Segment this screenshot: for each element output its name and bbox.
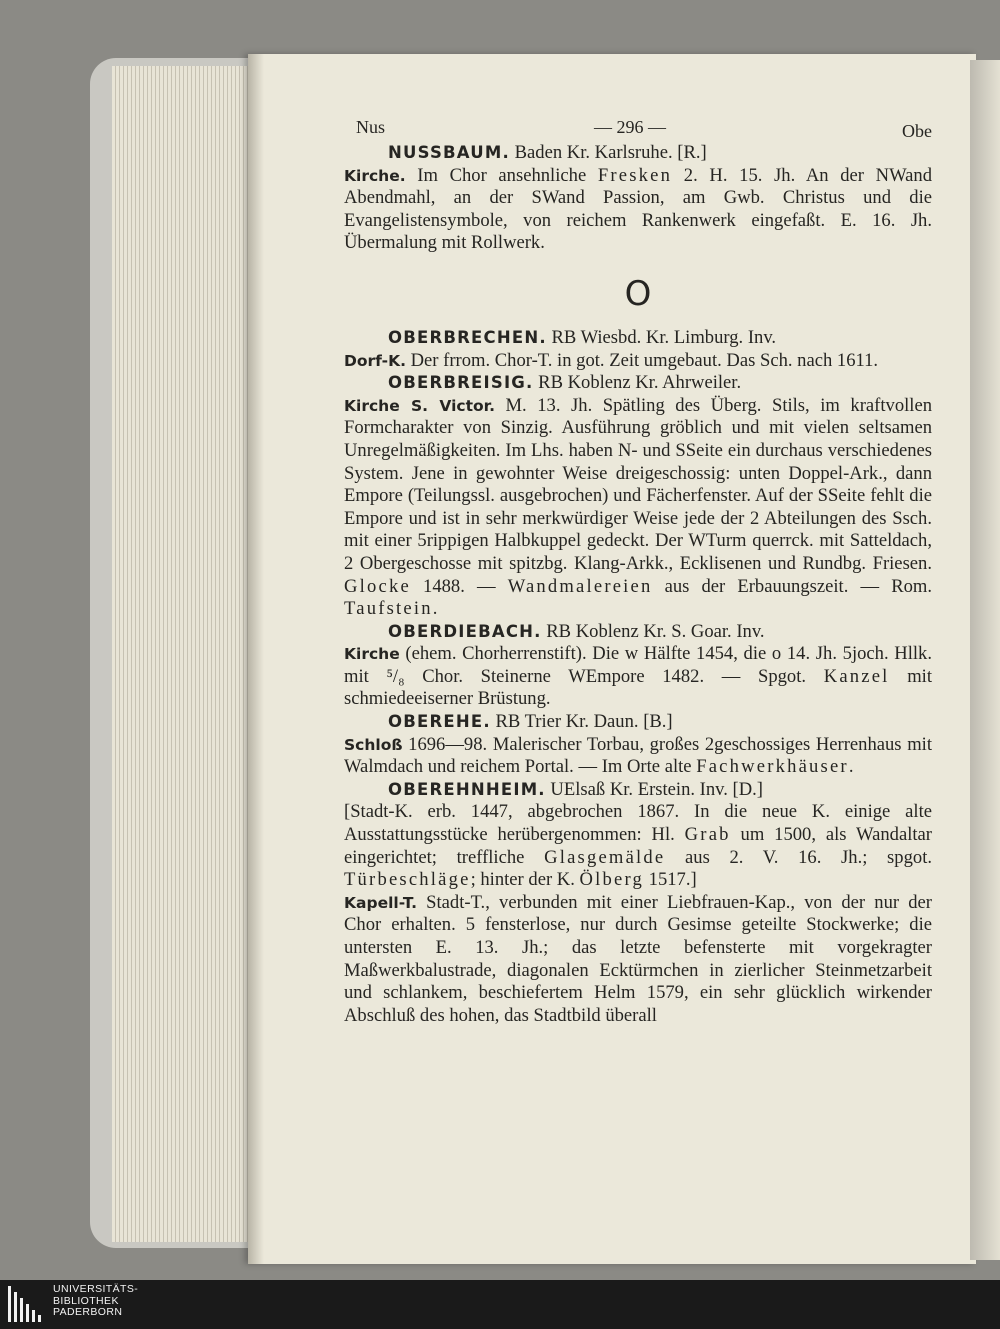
paragraph-oberehnheim-kapell bbox=[344, 892, 932, 1028]
library-name-line: PADERBORN bbox=[53, 1306, 123, 1318]
entry-title: OBEREHNHEIM. bbox=[388, 779, 546, 799]
spaced-term: Fachwerkhäuser bbox=[696, 756, 849, 778]
page-gutter-shadow bbox=[248, 54, 264, 1264]
keyword: Dorf-K. bbox=[344, 351, 406, 370]
entry-title: OBEREHE. bbox=[388, 712, 491, 732]
library-name-line: BIBLIOTHEK bbox=[53, 1294, 119, 1307]
entry-title: OBERDIEBACH. bbox=[388, 621, 542, 641]
spaced-term: Ölberg bbox=[579, 869, 645, 891]
body-text: Im Chor ansehnliche bbox=[405, 164, 598, 186]
keyword: Kapell-T. bbox=[344, 893, 417, 912]
entry-meta: RB Koblenz Kr. S. Goar. Inv. bbox=[541, 620, 765, 642]
entry-meta: Baden Kr. Karlsruhe. [R.] bbox=[509, 142, 707, 163]
body-text: aus der Erbauungszeit. — Rom. bbox=[652, 575, 933, 597]
paragraph-oberehe-schloss bbox=[344, 734, 932, 779]
entry-title: NUSSBAUM. bbox=[388, 143, 510, 162]
library-name bbox=[53, 1284, 138, 1319]
spaced-term: Türbeschläge bbox=[344, 869, 471, 891]
paragraph-oberbrechen-dorfk bbox=[344, 350, 932, 373]
body-text: 1696—98. Malerischer Torbau, großes 2geschossiges Herrenhaus mit Walmdach und reichem Portal. — Im Orte alte bbox=[344, 733, 932, 778]
entry-meta: RB Trier Kr. Daun. [B.] bbox=[490, 711, 673, 733]
keyword: Schloß bbox=[344, 735, 403, 754]
spaced-term: Taufstein bbox=[344, 598, 433, 620]
entry-oberehe bbox=[344, 711, 932, 734]
spaced-term: Kanzel bbox=[823, 665, 890, 687]
body-text: . bbox=[848, 756, 854, 778]
spaced-term: Wandmalereien bbox=[507, 575, 653, 597]
paragraph-oberehnheim-stadtk bbox=[344, 801, 932, 891]
page-number: — 296 — bbox=[594, 117, 666, 137]
header-left: Nus bbox=[356, 117, 386, 137]
facing-page-edge bbox=[970, 60, 1000, 1260]
entry-oberbrechen bbox=[344, 327, 932, 350]
entry-oberehnheim bbox=[344, 779, 932, 802]
spaced-term: Glocke bbox=[344, 575, 411, 597]
body-text: (ehem. Chorherrenstift). Die w Hälfte 1454, die o 14. Jh. 5joch. Hllk. mit ⁵/₈ Chor. Steinerne WEmpore 1482. — Spgot. bbox=[344, 643, 932, 687]
page-stack-edge bbox=[112, 66, 257, 1242]
entry-meta: UElsaß Kr. Erstein. Inv. [D.] bbox=[545, 778, 764, 800]
running-header bbox=[344, 112, 932, 142]
library-name-line: UNIVERSITÄTS- bbox=[53, 1283, 139, 1295]
body-text: 1517.] bbox=[644, 869, 697, 891]
paragraph-oberbreisig-kirche bbox=[344, 395, 932, 621]
body-text: Der frrom. Chor-T. in got. Zeit umgebaut. Das Sch. nach 1611. bbox=[405, 349, 879, 371]
entry-meta: RB Wiesbd. Kr. Limburg. Inv. bbox=[546, 326, 777, 348]
entry-title: OBERBRECHEN. bbox=[388, 327, 547, 347]
body-text: aus 2. V. 16. Jh.; spgot. bbox=[665, 846, 933, 868]
body-text: M. 13. Jh. Spätling des Überg. Stils, im kraftvollen Formcharakter von Sinzig. Ausführung gröblich und mit vielen seltsamen Unregelmäßigkeiten. Im Lhs. haben N- und SSeite ein durchaus verschiedenes System. Jene in gewohnter Weise dreigeschossig: unten Doppel-Ark., dann Empore (Teilungssl. ausgebrochen) und Fächerfenster. Auf der SSeite fehlt die Empore und ist in sehr merkwürdiger Weise jede der 2 Abteilungen des Ssch. mit einer 5rippigen Halbkuppel gedeckt. Der WTurm querrck. mit Satteldach, 2 Obergeschosse mit spitzbg. Klang-Arkk., Ecklisenen und Rundbg. Friesen. bbox=[344, 394, 933, 574]
section-letter: O bbox=[624, 273, 652, 314]
entry-title: OBERBREISIG. bbox=[388, 373, 534, 393]
entry-nussbaum bbox=[344, 142, 932, 165]
spaced-term: Grab bbox=[684, 824, 731, 846]
paragraph-oberdiebach-kirche bbox=[344, 643, 932, 711]
body-text: [Stadt-K. erb. 1447, abgebrochen 1867. In die neue K. einige alte Ausstattungsstücke herübergenommen: Hl. bbox=[344, 801, 932, 846]
paragraph-nussbaum-kirche bbox=[344, 165, 932, 255]
entry-meta: RB Koblenz Kr. Ahrweiler. bbox=[533, 372, 742, 394]
spaced-term: Fresken bbox=[597, 164, 673, 186]
keyword: Kirche bbox=[344, 645, 400, 664]
body-text: um 1500, als Wandaltar eingerichtet; treffliche bbox=[344, 824, 932, 868]
body-text: mit schmiedeeiserner Brüstung. bbox=[344, 665, 932, 710]
entry-oberdiebach bbox=[344, 621, 932, 644]
library-logo-icon bbox=[8, 1286, 48, 1322]
entry-oberbreisig bbox=[344, 372, 932, 395]
keyword: Kirche. bbox=[344, 166, 406, 185]
body-text: ; hinter der K. bbox=[470, 869, 580, 891]
body-text: Stadt-T., verbunden mit einer Liebfrauen-Kap., von der nur der Chor erhalten. 5 fensterlose, nur durch Gesimse geteilte Stockwerke; die untersten E. 13. Jh.; das letzte befensterte mit vorgekragter Maßwerkbalustrade, diagonalen Ecktürmchen in zierlicher Steinmetzarbeit und schlankem, beschiefertem Helm 1579, ein sehr glücklich wirkender Abschluß des hohen, das Stadtbild überall bbox=[344, 891, 932, 1026]
body-text: . bbox=[432, 598, 438, 620]
keyword: Kirche S. Victor. bbox=[344, 396, 495, 415]
body-text: 2. H. 15. Jh. An der NWand Abendmahl, an der SWand Passion, am Gwb. Christus und die Evangelistensymbole, von reichem Rankenwerk eingefaßt. E. 16. Jh. Übermalung mit Rollwerk. bbox=[344, 164, 932, 254]
page-text bbox=[344, 112, 932, 1027]
header-right: Obe bbox=[902, 121, 932, 141]
library-footer bbox=[0, 1280, 1000, 1329]
spaced-term: Glasgemälde bbox=[544, 846, 666, 868]
body-text: 1488. — bbox=[410, 575, 508, 597]
